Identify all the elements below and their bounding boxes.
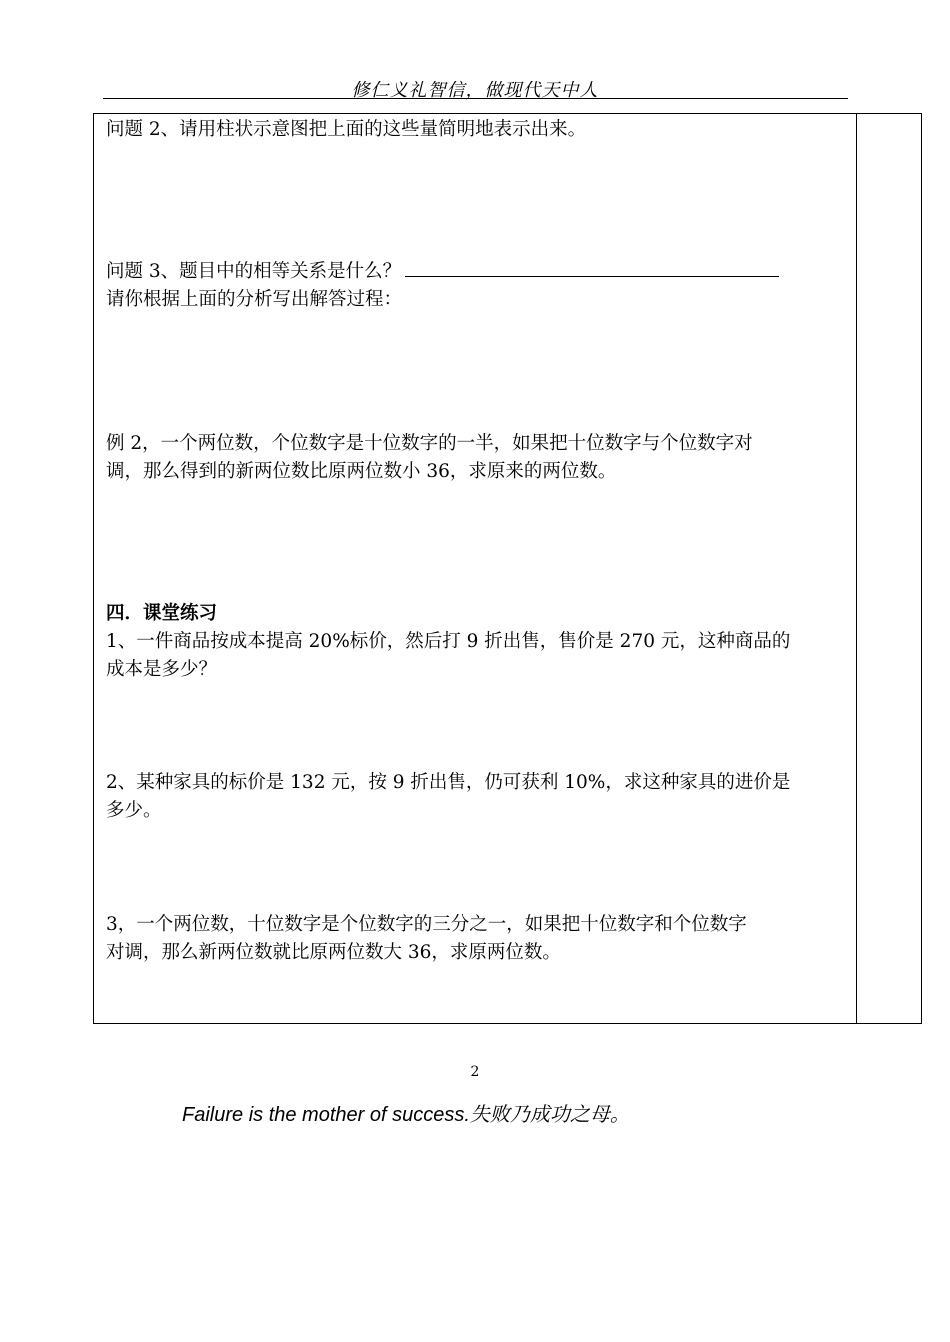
practice-1-line-2: 成本是多少？ <box>106 659 218 680</box>
practice-3-line-1: 3，一个两位数，十位数字是个位数字的三分之一，如果把十位数字和个位数字 <box>106 914 747 935</box>
example-2-line-2: 调，那么得到的新两位数比原两位数小 36，求原来的两位数。 <box>106 461 617 482</box>
answer-blank[interactable] <box>405 258 779 277</box>
section-title: 四．课堂练习 <box>106 603 218 624</box>
question-3-follow: 请你根据上面的分析写出解答过程： <box>106 289 403 310</box>
question-2: 问题 2、请用柱状示意图把上面的这些量简明地表示出来。 <box>106 119 587 140</box>
header-divider <box>103 98 848 99</box>
footer-english: Failure is the mother of success. <box>182 1104 470 1126</box>
side-column-divider <box>856 114 857 1023</box>
question-3: 问题 3、题目中的相等关系是什么？ <box>106 261 402 282</box>
question-3-row <box>106 258 779 286</box>
example-2-line-1: 例 2，一个两位数，个位数字是十位数字的一半，如果把十位数字与个位数字对 <box>106 433 753 454</box>
footer-motto <box>182 1098 630 1127</box>
worksheet-table <box>93 113 922 1024</box>
page-header: 修仁义礼智信，做现代天中人 <box>351 80 599 101</box>
page-number: 2 <box>470 1064 480 1080</box>
practice-2-line-2: 多少。 <box>106 800 162 821</box>
practice-2-line-1: 2、某种家具的标价是 132 元，按 9 折出售，仍可获利 10%，求这种家具的进价是 <box>106 772 791 793</box>
footer-chinese: 失败乃成功之母。 <box>469 1102 630 1126</box>
practice-1-line-1: 1、一件商品按成本提高 20%标价，然后打 9 折出售，售价是 270 元，这种商品的 <box>106 631 791 652</box>
practice-3-line-2: 对调，那么新两位数就比原两位数大 36，求原两位数。 <box>106 942 561 963</box>
